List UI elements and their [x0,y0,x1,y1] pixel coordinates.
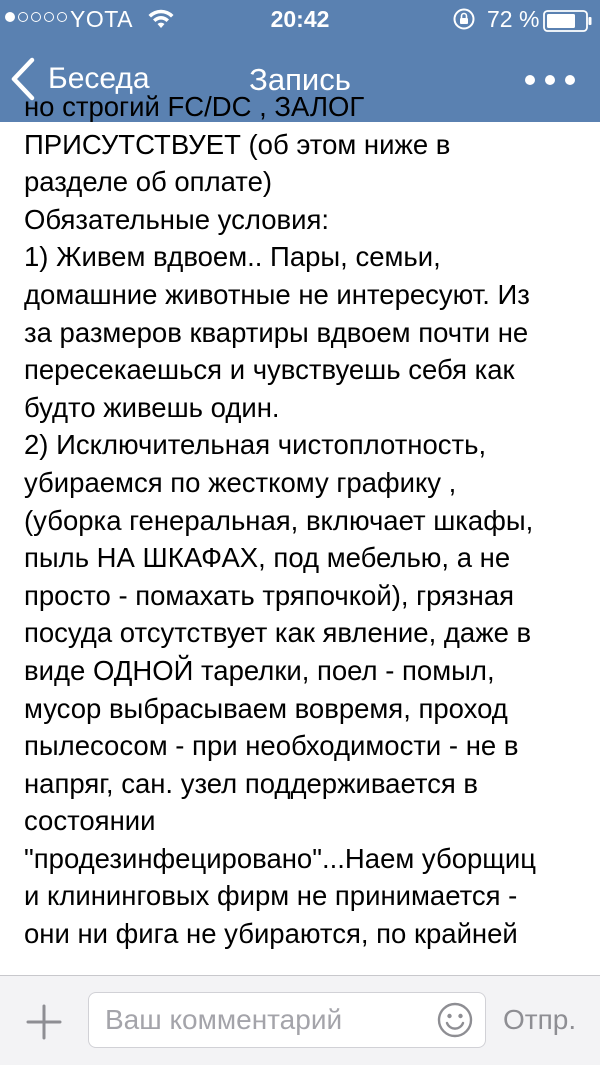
back-label: Беседа [48,62,150,95]
comment-bar [0,975,600,1065]
page-title: Запись [249,62,351,97]
plus-icon[interactable] [26,1004,62,1040]
smile-icon[interactable] [437,1002,473,1038]
battery-percent: 72 % [487,6,540,32]
battery-icon [543,10,593,32]
orientation-lock-icon [453,8,475,30]
carrier-name: YOTA [70,6,133,32]
post-text: но строгий FC/DC , ЗАЛОГ ПРИСУТСТВУЕТ (об этом ниже в разделе об оплате) Обязательные условия: 1) Живем вдвоем.. Пары, семьи, домашние животные не интересуют. Из за размеров квартиры вдвоем почти не пересекаешься и чувствуешь себя как будто живешь один. 2) Исключительная чистоплотность, убираемся по жесткому графику , (уборка генеральная, включает шкафы, пыль НА ШКАФАХ, под мебелью, а не просто - помахать тряпочкой), грязная посуда отсутствует как явление, даже в виде ОДНОЙ тарелки, поел - помыл, мусор выбрасываем вовремя, проход пылесосом - при необходимости - не в напряг, сан. узел поддерживается в состоянии "продезинфецировано"...Наем уборщиц и клининговых фирм не принимается - они ни фига не убираются, по крайней [24,91,537,950]
status-bar [0,0,600,40]
status-time: 20:42 [270,6,330,32]
post-content [0,91,600,975]
send-button[interactable]: Отпр. [503,1004,577,1035]
comment-input[interactable] [88,992,486,1048]
